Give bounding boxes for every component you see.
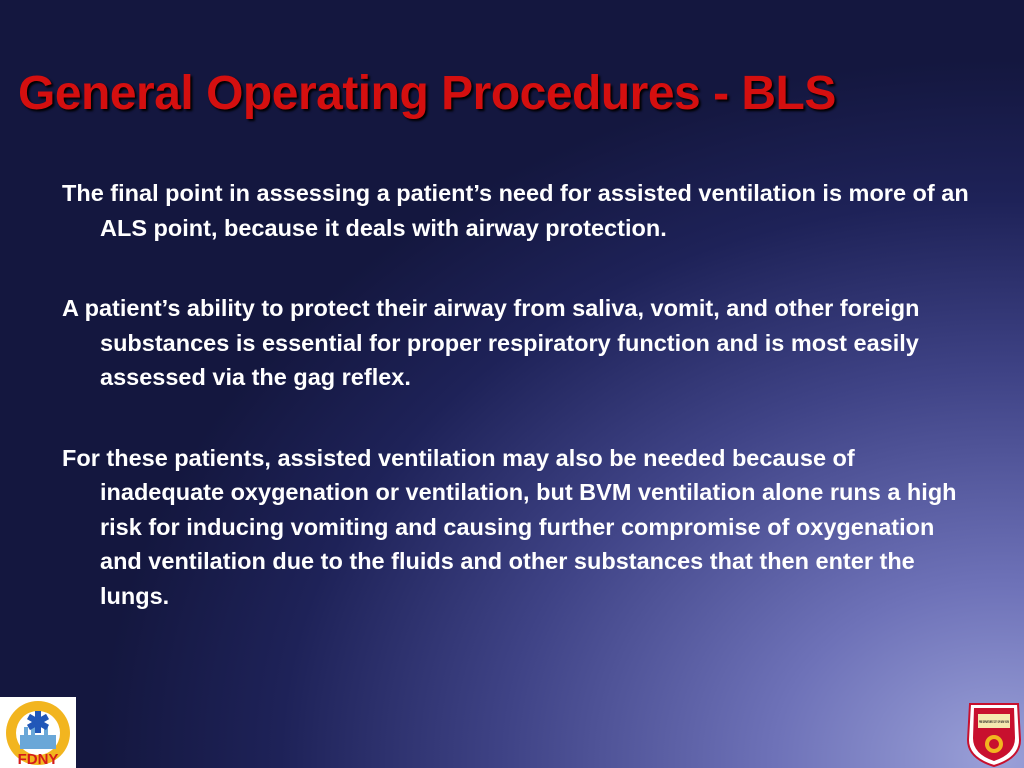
fdny-ems-logo-graphic <box>0 697 76 768</box>
fdny-ems-logo <box>0 697 76 768</box>
fire-department-badge-graphic <box>964 700 1024 768</box>
skyline-building <box>24 727 28 737</box>
badge-text: FIRE DEPARTMENT CITY OF NEW YORK <box>979 719 1010 724</box>
fire-department-badge <box>964 700 1024 768</box>
paragraph-3: For these patients, assisted ventilation may also be needed because of inadequate oxygenation or ventilation, but BVM ventilation alone runs a high risk for inducing vomiting and causing further compromise of oxygenation and ventilation due to the fluids and other substances that then enter the lungs. <box>62 444 957 609</box>
paragraph-2: A patient’s ability to protect their airway from saliva, vomit, and other foreign substances is essential for proper respiratory function and is most easily assessed via the gag reflex. <box>62 295 920 390</box>
paragraph-1: The final point in assessing a patient’s need for assisted ventilation is more of an ALS point, because it deals with airway protection. <box>62 180 969 241</box>
fdny-wordmark: FDNY <box>17 751 59 768</box>
badge-emblem-center <box>989 739 999 749</box>
skyline-shape <box>20 735 56 749</box>
slide-body <box>62 176 982 659</box>
slide-title: General Operating Procedures - BLS <box>18 67 836 120</box>
